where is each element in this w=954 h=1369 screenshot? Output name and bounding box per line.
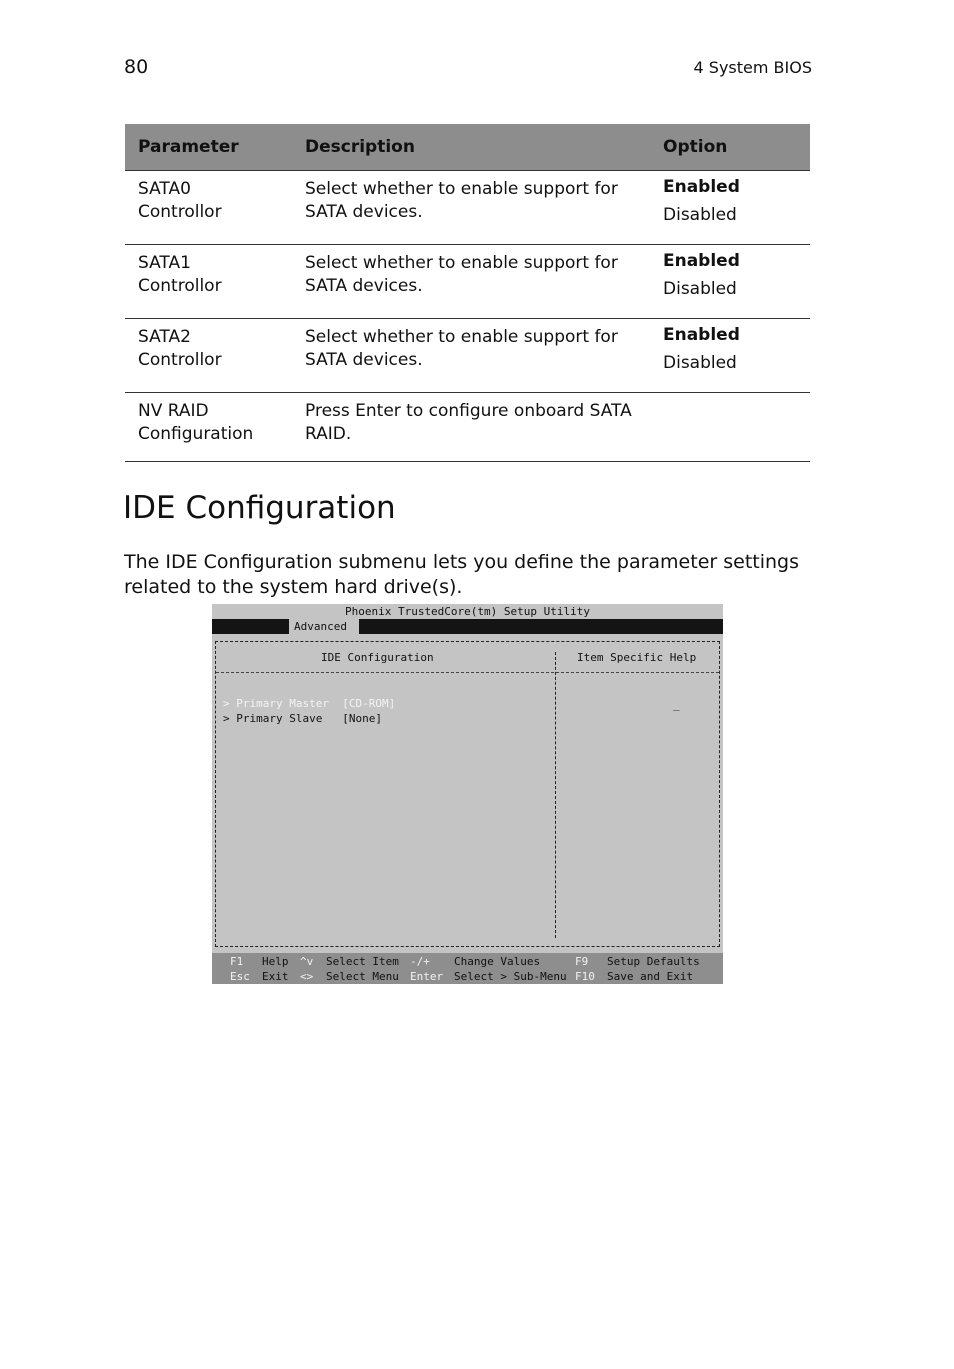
key-legend-row <box>212 954 723 969</box>
option-alt: Disabled <box>663 279 737 299</box>
key-label: -/+ <box>410 955 430 968</box>
description-line: RAID. <box>305 424 352 444</box>
key-label: F9 <box>575 955 589 968</box>
description-line: Select whether to enable support for <box>305 253 618 273</box>
option-cell <box>650 319 810 393</box>
key-label: Esc <box>230 970 250 983</box>
option-cell <box>650 245 810 319</box>
option-cell <box>650 171 810 245</box>
divider <box>216 672 719 673</box>
option-cell <box>650 393 810 462</box>
section-title: IDE Configuration <box>123 490 396 526</box>
description-line: Select whether to enable support for <box>305 327 618 347</box>
parameter-line: SATA2 <box>138 327 191 347</box>
parameter-line: SATA0 <box>138 179 191 199</box>
description-line: SATA devices. <box>305 350 423 370</box>
bios-panel-frame <box>215 641 720 947</box>
table-row <box>125 171 810 245</box>
option-default: Enabled <box>663 177 740 197</box>
option-alt: Disabled <box>663 205 737 225</box>
table-row <box>125 245 810 319</box>
key-action: Select Item <box>326 955 399 968</box>
description-line: Select whether to enable support for <box>305 179 618 199</box>
key-label: F10 <box>575 970 595 983</box>
key-legend-row <box>212 969 723 984</box>
parameter-line: Configuration <box>138 424 254 444</box>
option-default: Enabled <box>663 251 740 271</box>
divider <box>555 652 556 938</box>
key-action: Select > Sub-Menu <box>454 970 567 983</box>
table-header-row <box>125 124 810 171</box>
parameter-table <box>125 124 810 462</box>
intro-line: The IDE Configuration submenu lets you define the parameter settings <box>124 551 800 573</box>
parameter-line: NV RAID <box>138 401 209 421</box>
help-title: Item Specific Help <box>577 651 697 664</box>
bios-menu-bar <box>212 619 723 634</box>
table-row <box>125 319 810 393</box>
option-alt: Disabled <box>663 353 737 373</box>
column-header-option: Option <box>650 124 810 171</box>
page-number: 80 <box>124 56 149 78</box>
key-label: Enter <box>410 970 444 983</box>
column-header-description: Description <box>292 124 650 171</box>
description-cell <box>292 171 650 245</box>
parameter-cell <box>125 393 292 462</box>
tab-advanced[interactable]: Advanced <box>289 619 359 634</box>
running-header: 4 System BIOS <box>693 58 812 77</box>
key-action: Save and Exit <box>607 970 694 983</box>
option-default: Enabled <box>663 325 740 345</box>
parameter-line: SATA1 <box>138 253 191 273</box>
key-label: <> <box>300 970 314 983</box>
description-cell <box>292 245 650 319</box>
intro-line: related to the system hard drive(s). <box>124 576 463 598</box>
description-cell <box>292 319 650 393</box>
parameter-cell <box>125 319 292 393</box>
key-action: Setup Defaults <box>607 955 700 968</box>
parameter-line: Controllor <box>138 276 222 296</box>
key-action: Select Menu <box>326 970 399 983</box>
intro-paragraph <box>124 550 824 600</box>
parameter-line: Controllor <box>138 202 222 222</box>
description-line: SATA devices. <box>305 276 423 296</box>
parameter-cell <box>125 171 292 245</box>
bios-title: Phoenix TrustedCore(tm) Setup Utility <box>212 604 723 619</box>
table-row <box>125 393 810 462</box>
column-header-parameter: Parameter <box>125 124 292 171</box>
bios-screenshot <box>212 604 723 984</box>
parameter-line: Controllor <box>138 350 222 370</box>
key-label: ^v <box>300 955 314 968</box>
bios-key-legend <box>212 953 723 984</box>
menu-item-primary-master[interactable]: > Primary Master [CD-ROM] <box>223 697 396 710</box>
menu-item-primary-slave[interactable]: > Primary Slave [None] <box>223 712 382 725</box>
parameter-cell <box>125 245 292 319</box>
key-action: Help <box>262 955 289 968</box>
key-label: F1 <box>230 955 244 968</box>
key-action: Exit <box>262 970 289 983</box>
description-line: Press Enter to configure onboard SATA <box>305 401 632 421</box>
text-cursor: _ <box>673 698 680 711</box>
description-cell <box>292 393 650 462</box>
description-line: SATA devices. <box>305 202 423 222</box>
panel-title: IDE Configuration <box>321 651 434 664</box>
key-action: Change Values <box>454 955 541 968</box>
